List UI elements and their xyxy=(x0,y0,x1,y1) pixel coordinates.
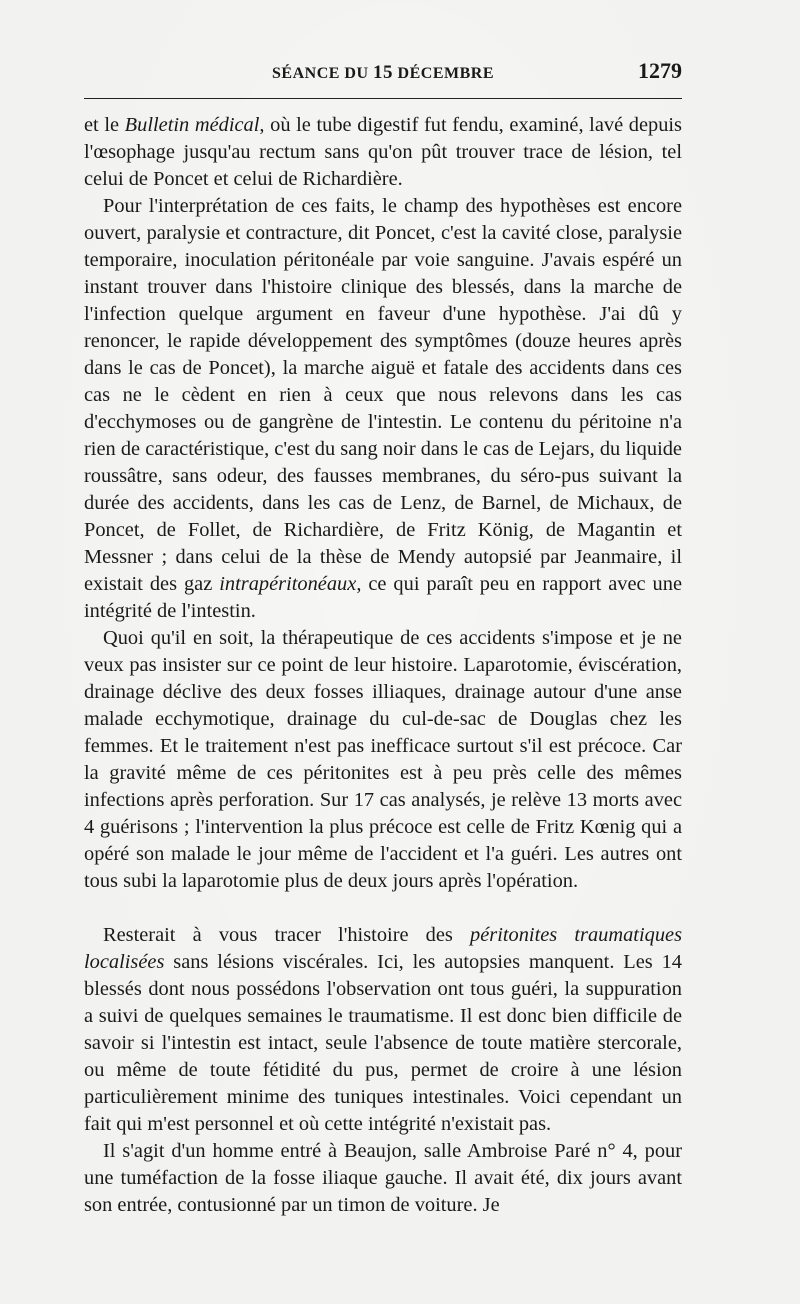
page-number: 1279 xyxy=(638,58,682,83)
paragraph-3: Quoi qu'il en soit, la thérapeutique de ces accidents s'impose et je ne veux pas insister sur ce point de leur histoire. Laparotomie, éviscération, drainage déclive des deux fosses illiaques, drainage autour d'une anse malade ecchymotique, drainage du cul-de-sac de Douglas chez les femmes. Et le traitement n'est pas inefficace surtout s'il est précoce. Car la gravité même de ces péritonites est à peu près celle des mêmes infections après perforation. Sur 17 cas analysés, je relève 13 morts avec 4 guérisons ; l'intervention la plus précoce est celle de Fritz Kœnig qui a opéré son malade le jour même de l'accident et l'a guéri. Les autres ont tous subi la laparotomie plus de deux jours après l'opération. xyxy=(84,627,682,892)
paragraph-1-italic: Bulletin médical xyxy=(124,114,260,136)
body-text xyxy=(84,112,682,1219)
paragraph-2-text-a: Pour l'interprétation de ces faits, le champ des hypothèses est encore ouvert, paralysie et contracture, dit Poncet, c'est la cavité close, paralysie temporaire, inoculation péritonéale par voie sanguine. J'avais espéré un instant trouver dans l'histoire clinique des blessés, dans la marche de l'infection quelque argument en faveur d'une hypothèse. J'ai dû y renoncer, le rapide développement des symptômes (douze heures après dans le cas de Poncet), la marche aiguë et fatale des accidents dans ces cas ne le cèdent en rien à ceux que nous relevons dans les cas d'ecchymoses ou de gangrène de l'intestin. Le contenu du péritoine n'a rien de caractéristique, c'est du sang noir dans le cas de Lejars, du liquide roussâtre, sans odeur, des fausses membranes, du séro-pus suivant la durée des accidents, dans les cas de Lenz, de Barnel, de Michaux, de Poncet, de Follet, de Richardière, de Fritz König, de Magantin et Messner ; dans celui de la thèse de Mendy autopsié par Jeanmaire, il existait des gaz xyxy=(84,195,682,595)
paragraph-1-text-a: et le xyxy=(84,114,125,136)
paragraph-5: Il s'agit d'un homme entré à Beaujon, salle Ambroise Paré n° 4, pour une tuméfaction de la fosse iliaque gauche. Il avait été, dix jours avant son entrée, contusionné par un timon de voiture. Je xyxy=(84,1140,682,1216)
paragraph-4-text-b: sans lésions viscérales. Ici, les autopsies manquent. Les 14 blessés dont nous possédons l'observation ont tous guéri, la suppuration a suivi de quelques semaines le traumatisme. Il est donc bien difficile de savoir si l'intestin est intact, seule l'absence de toute matière stercorale, ou même de toute fétidité du pus, permet de croire à une lésion particulièrement minime des tuniques intestinales. Voici cependant un fait qui m'est personnel et où cette intégrité n'existait pas. xyxy=(84,951,682,1135)
paragraph-1-text-b: , où le tube digestif fut fendu, examiné, lavé depuis l'œsophage jusqu'au rectum sans qu'on pût trouver trace de lésion, tel celui de Poncet et celui de Richardière. xyxy=(84,114,682,190)
paragraph-2-italic: intrapéritonéaux xyxy=(219,573,357,595)
paragraph-1 xyxy=(84,112,682,193)
running-title-suffix: DÉCEMBRE xyxy=(393,65,494,82)
paragraph-4-italic: péritonites traumatiques localisées xyxy=(84,924,682,973)
paragraph-2-text-b: , ce qui paraît peu en rapport avec une intégrité de l'intestin. xyxy=(84,573,682,622)
paragraph-2 xyxy=(84,193,682,625)
running-title-prefix: SÉANCE DU xyxy=(272,65,374,82)
paragraph-4-text-a: Resterait à vous tracer l'histoire des xyxy=(103,924,471,946)
running-title-day: 15 xyxy=(373,62,394,83)
running-head xyxy=(84,58,682,88)
header-rule xyxy=(84,98,682,99)
running-title xyxy=(84,62,682,84)
paragraph-4 xyxy=(84,922,682,1138)
